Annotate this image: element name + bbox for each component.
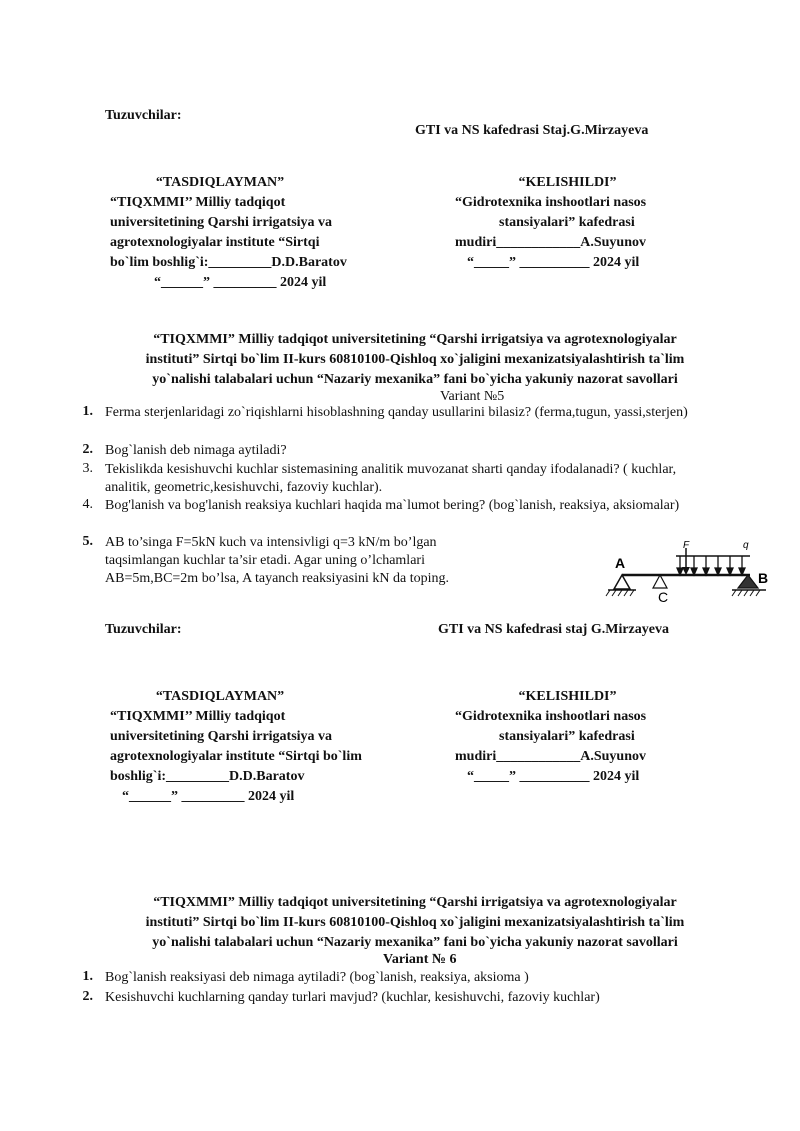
agree-line: mudiri____________A.Suyunov (455, 235, 646, 250)
compilers-label: Tuzuvchilar: (105, 108, 182, 123)
title-line: yo`nalishi talabalari uchun “Nazariy mexanika” fani bo`yicha yakuniy nazorat savollari (152, 935, 678, 950)
title-line: yo`nalishi talabalari uchun “Nazariy mexanika” fani bo`yicha yakuniy nazorat savollari (152, 372, 678, 387)
title-line: instituti” Sirtqi bo`lim II-kurs 60810100-Qishloq xo`jaligini mexanizatsiyalashtirish ta`lim (145, 352, 685, 367)
variant-label: Variant № 6 (383, 952, 457, 967)
agree-line: “Gidrotexnika inshootlari nasos (455, 709, 647, 724)
agree-line: “Gidrotexnika inshootlari nasos (455, 195, 647, 210)
approve-line: agrotexnologiyalar institute “Sirtqi (110, 235, 320, 250)
agree-block (455, 687, 695, 787)
approve-line: bo`lim boshlig`i:_________D.D.Baratov (110, 255, 347, 270)
agree-line: mudiri____________A.Suyunov (455, 749, 646, 764)
question-number: 3. (82, 461, 93, 476)
approve-block (110, 687, 430, 807)
approve-line: boshlig`i:_________D.D.Baratov (110, 769, 305, 784)
approve-heading: “TASDIQLAYMAN” (155, 175, 285, 190)
support-b-icon (738, 575, 758, 588)
question-number: 4. (82, 497, 93, 512)
approve-line: “TIQXMMI’’ Milliy tadqiqot (110, 709, 286, 724)
question-text: Bog`lanish reaksiyasi deb nimaga aytiladi? (bog`lanish, reaksiya, aksioma ) (105, 970, 529, 985)
agree-line: stansiyalari” kafedrasi (499, 215, 635, 230)
approve-date: “______” _________ 2024 yil (122, 789, 295, 804)
compilers-right: GTI va NS kafedrasi staj G.Mirzayeva (438, 622, 669, 637)
agree-line: stansiyalari” kafedrasi (499, 729, 635, 744)
question-number: 1. (82, 969, 93, 984)
question-number: 2. (82, 442, 93, 457)
exam-title (60, 330, 770, 390)
approve-line: “TIQXMMI’’ Milliy tadqiqot (110, 195, 286, 210)
agree-date: “_____” __________ 2024 yil (467, 769, 640, 784)
approve-line: universitetining Qarshi irrigatsiya va (110, 729, 333, 744)
question-text: AB to’singa F=5kN kuch va intensivligi q=3 kN/m bo’lgan taqsimlangan kuchlar ta’sir etadi. Agar uning o’lchamlari AB=5m,BC=2m bo’lsa, A tayanch reaksiyasini kN da toping. (105, 535, 449, 586)
agree-block (455, 173, 695, 273)
approve-date: “______” _________ 2024 yil (154, 275, 327, 290)
question-number: 1. (82, 404, 93, 419)
question-number: 2. (82, 989, 93, 1004)
approve-line: universitetining Qarshi irrigatsiya va (110, 215, 333, 230)
exam-title (60, 893, 770, 953)
approve-heading: “TASDIQLAYMAN” (155, 689, 285, 704)
label-c: C (658, 589, 669, 605)
variant-label: Variant №5 (440, 389, 505, 404)
question-number: 5. (82, 534, 93, 549)
label-q: q (743, 540, 749, 551)
question-text: Bog'lanish va bog'lanish reaksiya kuchlari haqida ma`lumot bering? (bog`lanish, reaksiya, aksiomalar) (105, 498, 680, 513)
label-f: F (683, 540, 690, 551)
question-text: Tekislikda kesishuvchi kuchlar sistemasining analitik muvozanat sharti qanday ifodalanadi? ( kuchlar, analitik, geometric,kesishuvchi, fazoviy kuchlar). (105, 462, 677, 495)
approve-line: agrotexnologiyalar institute “Sirtqi bo`lim (110, 749, 362, 764)
title-line: “TIQXMMI” Milliy tadqiqot universitetining “Qarshi irrigatsiya va agrotexnologiyalar (153, 895, 677, 910)
question-text: Ferma sterjenlaridagi zo`riqishlarni hisoblashning qanday usullarini bilasiz? (ferma,tugun, yassi,sterjen) (105, 405, 688, 420)
agree-date: “_____” __________ 2024 yil (467, 255, 640, 270)
question-text: Kesishuvchi kuchlarning qanday turlari mavjud? (kuchlar, kesishuvchi, fazoviy kuchlar) (105, 990, 600, 1005)
compilers-label: Tuzuvchilar: (105, 622, 182, 637)
approve-block (110, 173, 410, 293)
beam-diagram (600, 530, 780, 615)
agree-heading: “KELISHILDI” (518, 689, 617, 704)
label-a: A (615, 555, 626, 571)
support-a-icon (614, 575, 630, 589)
title-line: instituti” Sirtqi bo`lim II-kurs 60810100-Qishloq xo`jaligini mexanizatsiyalashtirish ta`lim (145, 915, 685, 930)
compilers-right: GTI va NS kafedrasi Staj.G.Mirzayeva (415, 123, 649, 138)
agree-heading: “KELISHILDI” (518, 175, 617, 190)
title-line: “TIQXMMI” Milliy tadqiqot universitetining “Qarshi irrigatsiya va agrotexnologiyalar (153, 332, 677, 347)
label-b: B (758, 570, 769, 586)
question-text: Bog`lanish deb nimaga aytiladi? (105, 443, 287, 458)
